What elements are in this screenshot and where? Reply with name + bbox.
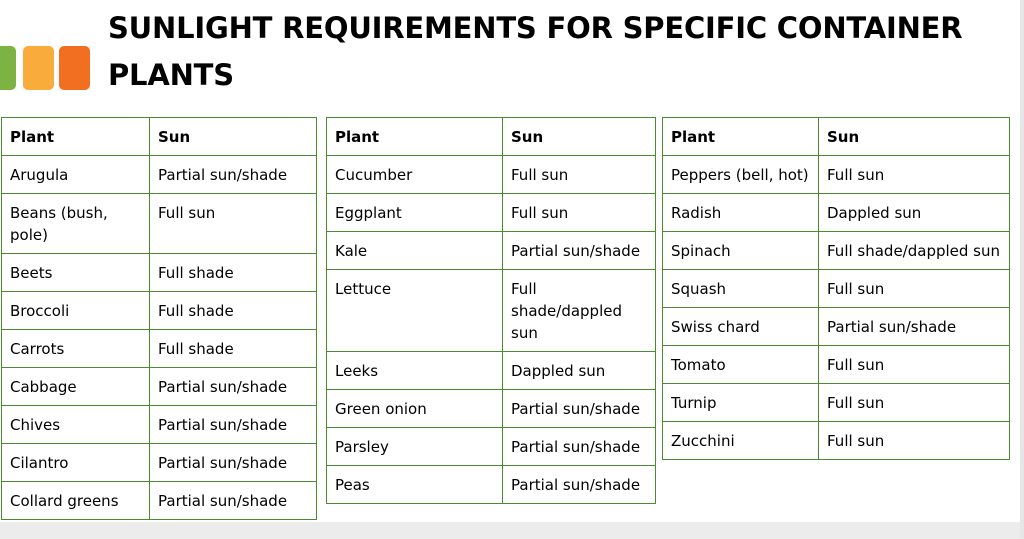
sun-requirement-cell: Full shade/dappled sun [503, 270, 656, 352]
sun-requirement-cell: Partial sun/shade [503, 466, 656, 504]
plant-name-cell: Turnip [663, 384, 819, 422]
sun-requirement-cell: Full sun [819, 346, 1010, 384]
table-row [327, 232, 656, 270]
plant-name-cell: Cucumber [327, 156, 503, 194]
sun-requirement-cell: Full shade [150, 330, 317, 368]
plant-name-cell: Parsley [327, 428, 503, 466]
table-row [663, 346, 1010, 384]
plant-name-cell: Eggplant [327, 194, 503, 232]
table-row [2, 482, 317, 520]
plant-name-cell: Arugula [2, 156, 150, 194]
plant-name-cell: Leeks [327, 352, 503, 390]
accent-bar-yellow [23, 46, 54, 90]
table-row [663, 194, 1010, 232]
sun-requirement-cell: Partial sun/shade [503, 428, 656, 466]
plant-name-cell: Beets [2, 254, 150, 292]
slide-title: SUNLIGHT REQUIREMENTS FOR SPECIFIC CONTAINER PLANTS [108, 11, 963, 92]
accent-bar-green [0, 46, 16, 90]
sun-requirement-cell: Full sun [150, 194, 317, 254]
sun-requirement-cell: Partial sun/shade [150, 482, 317, 520]
table-header-row [2, 118, 317, 156]
sun-requirement-cell: Partial sun/shade [150, 368, 317, 406]
sun-requirement-cell: Full shade [150, 292, 317, 330]
sun-requirement-cell: Full sun [819, 156, 1010, 194]
plant-name-cell: Cilantro [2, 444, 150, 482]
table-row [2, 444, 317, 482]
plant-name-cell: Carrots [2, 330, 150, 368]
table-row [663, 156, 1010, 194]
plant-name-cell: Beans (bush, pole) [2, 194, 150, 254]
header-sun: Sun [150, 118, 317, 156]
plant-name-cell: Squash [663, 270, 819, 308]
table-header-row [663, 118, 1010, 156]
table-row [2, 156, 317, 194]
table-row [2, 292, 317, 330]
sun-requirement-cell: Partial sun/shade [150, 444, 317, 482]
sun-requirement-cell: Partial sun/shade [819, 308, 1010, 346]
plant-name-cell: Lettuce [327, 270, 503, 352]
slide-bottom-band [0, 522, 1024, 539]
table-row [327, 156, 656, 194]
plant-table-2 [326, 117, 656, 504]
sun-requirement-cell: Partial sun/shade [503, 232, 656, 270]
plant-name-cell: Peas [327, 466, 503, 504]
table-row [663, 270, 1010, 308]
plant-name-cell: Collard greens [2, 482, 150, 520]
table-row [2, 194, 317, 254]
accent-bar-orange [59, 46, 90, 90]
plant-name-cell: Broccoli [2, 292, 150, 330]
sun-requirement-cell: Dappled sun [503, 352, 656, 390]
table-row [327, 428, 656, 466]
plant-table-1 [1, 117, 317, 520]
table-row [2, 330, 317, 368]
plant-name-cell: Green onion [327, 390, 503, 428]
plant-name-cell: Cabbage [2, 368, 150, 406]
plant-name-cell: Spinach [663, 232, 819, 270]
table-row [2, 368, 317, 406]
sun-requirement-cell: Full sun [819, 384, 1010, 422]
sun-requirement-cell: Partial sun/shade [150, 406, 317, 444]
sun-requirement-cell: Full shade/dappled sun [819, 232, 1010, 270]
table-row [327, 270, 656, 352]
sun-requirement-cell: Dappled sun [819, 194, 1010, 232]
table-row [2, 254, 317, 292]
sun-requirement-cell: Full sun [819, 422, 1010, 460]
table-row [663, 422, 1010, 460]
table-row [2, 406, 317, 444]
plant-name-cell: Peppers (bell, hot) [663, 156, 819, 194]
header-sun: Sun [819, 118, 1010, 156]
header-plant: Plant [327, 118, 503, 156]
plant-name-cell: Radish [663, 194, 819, 232]
table-row [327, 352, 656, 390]
sun-requirement-cell: Full shade [150, 254, 317, 292]
header-plant: Plant [663, 118, 819, 156]
plant-name-cell: Tomato [663, 346, 819, 384]
plant-table-3 [662, 117, 1010, 460]
sun-requirement-cell: Full sun [503, 156, 656, 194]
header-plant: Plant [2, 118, 150, 156]
table-header-row [327, 118, 656, 156]
slide-right-edge [1020, 0, 1024, 539]
sun-requirement-cell: Partial sun/shade [503, 390, 656, 428]
header-sun: Sun [503, 118, 656, 156]
plant-name-cell: Chives [2, 406, 150, 444]
table-row [663, 232, 1010, 270]
plant-name-cell: Zucchini [663, 422, 819, 460]
plant-name-cell: Swiss chard [663, 308, 819, 346]
table-row [663, 308, 1010, 346]
sun-requirement-cell: Full sun [819, 270, 1010, 308]
table-row [327, 390, 656, 428]
table-row [327, 466, 656, 504]
table-row [663, 384, 1010, 422]
plant-name-cell: Kale [327, 232, 503, 270]
sun-requirement-cell: Partial sun/shade [150, 156, 317, 194]
table-row [327, 194, 656, 232]
sun-requirement-cell: Full sun [503, 194, 656, 232]
